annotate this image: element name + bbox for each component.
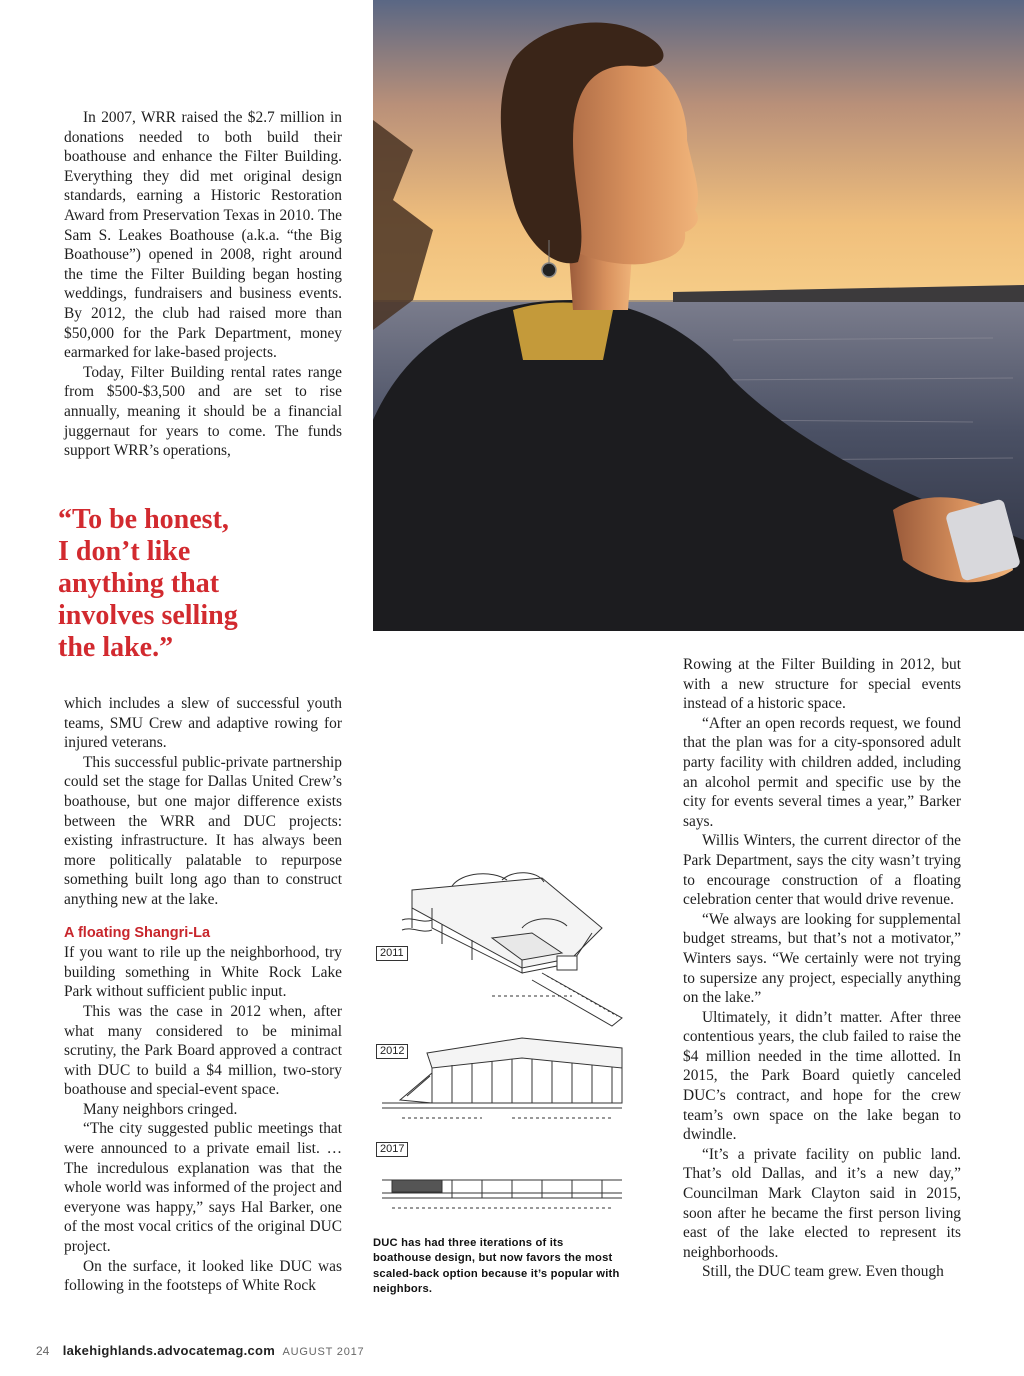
- paragraph: “It’s a private facility on public land. That’s old Dallas, and it’s a new day,” Councilman Mark Clayton said in 2015, soon after he became the first person living east of the lake elected to represent its neighborhoods.: [683, 1145, 961, 1261]
- article-column-1-top: [64, 108, 342, 461]
- paragraph: This successful public-private partnership could set the stage for Dallas United Crew’s boathouse, but one major difference exists between the WRR and DUC projects: existing infrastructure. It has always been more politically palatable to repurpose something built long ago than to construct anything new at the lake.: [64, 753, 342, 908]
- paragraph: Many neighbors cringed.: [83, 1100, 238, 1118]
- year-label-2011: 2011: [376, 946, 408, 961]
- pull-quote-line: anything that: [58, 568, 220, 599]
- article-column-1-bottom: [64, 694, 342, 1296]
- paragraph: Ultimately, it didn’t matter. After three contentious years, the club failed to raise the $4 million needed in the time allotted. In 2015, the Park Board quietly canceled DUC’s contract, and hope for the crew team’s own space on the lake began to dwindle.: [683, 1008, 961, 1144]
- paragraph: In 2007, WRR raised the $2.7 million in donations needed to both build their boathouse and enhance the Filter Building. Everything they did met original design standards, earning a Historic Restoration Award from Preservation Texas in 2010. The Sam S. Leakes Boathouse (a.k.a. “the Big Boathouse”) opened in 2008, right around the time the Filter Building began hosting weddings, fundraisers and business events. By 2012, the club had raised more than $50,000 for the Park Department, money earmarked for lake-based projects.: [64, 109, 342, 362]
- paragraph: Still, the DUC team grew. Even though: [702, 1263, 944, 1281]
- boathouse-iterations-illustration: [372, 868, 628, 1228]
- boathouse-2017-drawing: [382, 1180, 622, 1208]
- pull-quote-line: “To be honest,: [58, 504, 229, 535]
- footer-issue-date: AUGUST 2017: [282, 1346, 365, 1358]
- pull-quote-line: involves selling: [58, 600, 238, 631]
- paragraph: This was the case in 2012 when, after what many considered to be minimal scrutiny, the Park Board approved a contract with DUC to build a $4 million, two-story boathouse and special-event space.: [64, 1002, 342, 1099]
- article-column-3: [683, 655, 961, 1282]
- illustration-caption: DUC has had three iterations of its boathouse design, but now favors the most scaled-back option because it’s popular with neighbors.: [373, 1237, 620, 1296]
- pull-quote-line: I don’t like: [58, 536, 191, 567]
- boathouse-drawings: [372, 868, 628, 1228]
- paragraph: Today, Filter Building rental rates range from $500-$3,500 and are set to rise annually, meaning it should be a financial juggernaut for years to come. The funds support WRR’s operations,: [64, 363, 342, 460]
- section-subhead: A floating Shangri-La: [64, 924, 211, 941]
- paragraph: Willis Winters, the current director of the Park Department, says the city wasn’t trying to encourage construction of a floating celebration center that would drive revenue.: [683, 832, 961, 909]
- paragraph: which includes a slew of successful youth teams, SMU Crew and adaptive rowing for injured veterans.: [64, 695, 342, 752]
- paragraph: Rowing at the Filter Building in 2012, but with a new structure for special events instead of a historic space.: [683, 656, 961, 713]
- boathouse-2011-drawing: [402, 873, 622, 1026]
- portrait-photo: [373, 0, 1024, 631]
- pull-quote-line: the lake.”: [58, 632, 174, 663]
- paragraph: If you want to rile up the neighborhood, try building something in White Rock Lake Park without sufficient public input.: [64, 944, 342, 1001]
- pull-quote: [58, 504, 358, 664]
- page-number: 24: [36, 1344, 50, 1358]
- paragraph: “We always are looking for supplemental budget streams, but that’s not a motivator,” Winters says. “We certainly were not trying to supersize any project, especially anything on the lake.”: [683, 910, 961, 1007]
- paragraph: “The city suggested public meetings that were announced to a private email list. … The incredulous explanation was that the whole world was informed of the project and everyone was happy,” says Hal Barker, one of the most vocal critics of the original DUC project.: [64, 1120, 342, 1256]
- paragraph: “After an open records request, we found that the plan was for a city-sponsored adult party facility with children added, including an alcohol permit and specific use by the city for events several times a year,” Barker says.: [683, 714, 961, 830]
- page-footer: [36, 1343, 364, 1358]
- boathouse-2012-drawing: [382, 1038, 622, 1118]
- year-label-2017: 2017: [376, 1142, 408, 1157]
- paragraph: On the surface, it looked like DUC was following in the footsteps of White Rock: [64, 1257, 342, 1295]
- photo-artwork: [373, 0, 1024, 631]
- footer-website: lakehighlands.advocatemag.com: [62, 1343, 276, 1358]
- year-label-2012: 2012: [376, 1044, 408, 1059]
